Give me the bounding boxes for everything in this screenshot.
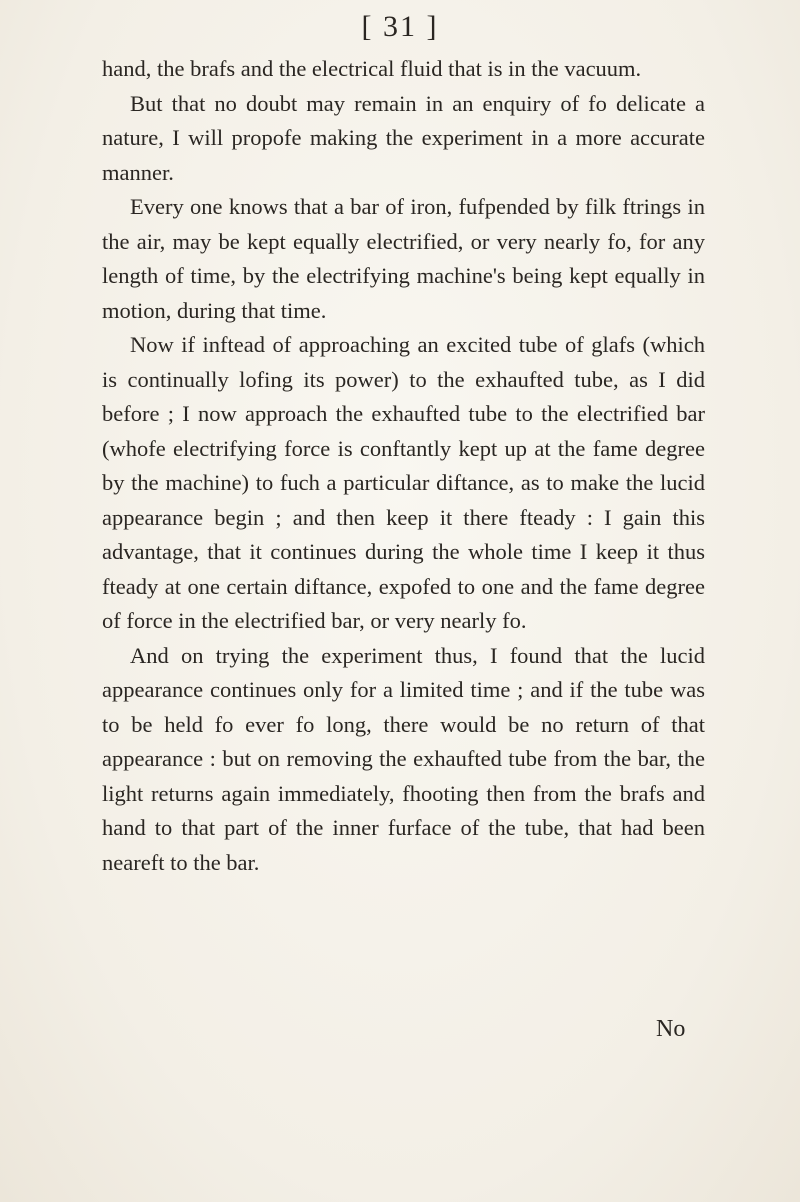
catchword: No [656, 1016, 686, 1042]
paragraph: Every one knows that a bar of iron, fufpended by filk ftrings in the air, may be kept equally electrified, or very nearly fo, for any length of time, by the electrifying machine's being kept equally in motion, during that time. [102, 194, 705, 323]
paragraph: And on trying the experiment thus, I found that the lucid appearance continues only for a limited time ; and if the tube was to be held fo ever fo long, there would be no return of that appearance : but on removing the exhaufted tube from the bar, the light returns again immediately, fhooting then from the brafs and hand to that part of the inner furface of the tube, that had been neareft to the bar. [102, 642, 705, 875]
paragraph: Now if inftead of approaching an excited tube of glafs (which is continually lofing its power) to the exhaufted tube, as I did before ; I now approach the exhaufted tube to the electrified bar (whofe electrifying force is conftantly kept up at the fame degree by the machine) to fuch a particular diftance, as to make the lucid appearance begin ; and then keep it there fteady : I gain this advantage, that it continues during the whole time I keep it thus fteady at one certain diftance, expofed to one and the fame degree of force in the electrified bar, or very nearly fo. [102, 332, 705, 633]
page-number: [ 31 ] [361, 10, 439, 43]
paragraph-continuation: hand, the brafs and the electrical fluid that is in the vacuum. [102, 56, 642, 81]
paragraph: But that no doubt may remain in an enquiry of fo delicate a nature, I will propofe making the experiment in a more accurate manner. [102, 90, 705, 185]
body-text [102, 52, 705, 880]
